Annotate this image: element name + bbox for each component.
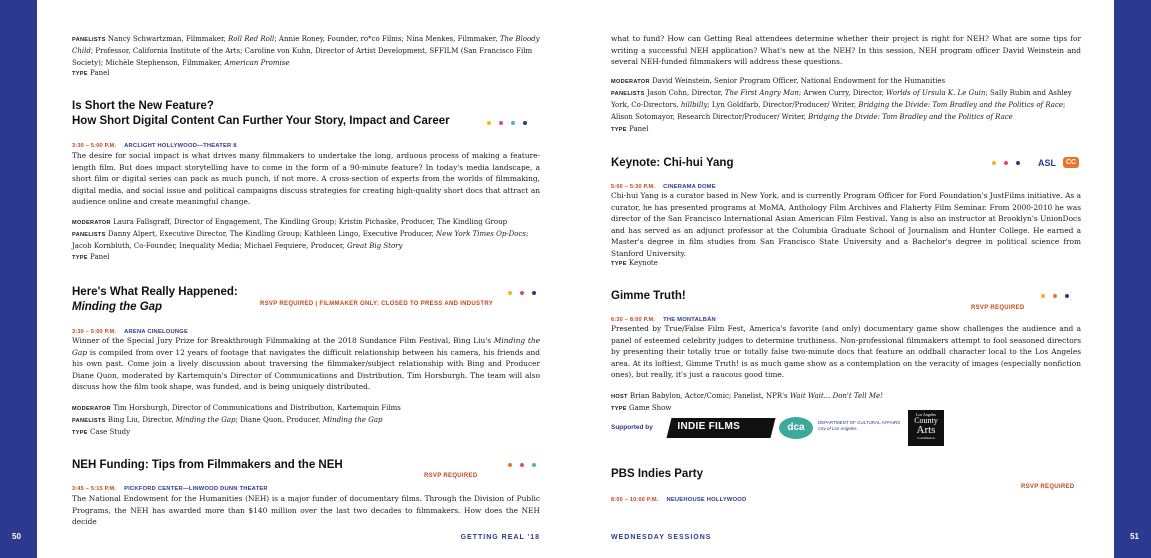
session0-panelists: PANELISTS Nancy Schwartzman, Filmmaker, Roll Red Roll; Annie Roney, Founder, ro*co Films; Nina Menkes, Filmmaker, The Bloody Child; Professor, California Institute of the Arts; Caroline von Kuhn, Director of Artist Development, SFFILM (San Francisco Film Society); Michèle Stephenson, Filmmaker, American Promise: [72, 35, 540, 67]
gimme-truth-title: Gimme Truth!: [611, 290, 686, 302]
dot-pink: [1004, 161, 1008, 165]
session3-rsvp: RSVP REQUIRED: [424, 473, 478, 479]
session2-time-venue: 3:30 – 5:00 P.M. ARENA CINELOUNGE: [72, 329, 189, 335]
dot-pink: [499, 121, 503, 125]
dot-yellow: [992, 161, 996, 165]
ae-indie-films-logo: [667, 418, 776, 438]
dot-orange: [1053, 294, 1057, 298]
session1-category-dots: [487, 121, 527, 125]
gimme-truth-category-dots: [1041, 294, 1069, 298]
session2-category-dots: [508, 291, 536, 295]
pbs-party-time-venue: 8:00 – 10:00 P.M. NEUEHOUSE HOLLYWOOD: [611, 497, 747, 503]
closed-caption-badge: CC: [1063, 157, 1079, 168]
session1-title: Is Short the New Feature? How Short Digital Content Can Further Your Story, Impact and Career: [72, 100, 450, 127]
session1-description: The desire for social impact is what drives many filmmakers to undertake the long, arduous process of making a feature-length film. But does impact storytelling have to come in the form of a 90-minute feature? In today's media landscape, a short film or digital series can pack as much punch, if not more. A cross-section of experts from the worlds of filmmaking, digital media, and social issue and political campaigns discuss strategies for creating high-quality short docs that attract an audience online and create meaningful change.: [72, 151, 540, 207]
dot-teal: [511, 121, 515, 125]
indie-films-logo-text: INDIE FILMS: [677, 421, 741, 432]
session2-description: Winner of the Special Jury Prize for Breakthrough Filmmaking at the 2018 Sundance Film Festival, Bing Liu's Minding the Gap is compiled from over 12 years of footage that navigates the difficult relationship between his camera, his friends and his own past. Come join a lively discussion about traversing the filmmaker/subject relationship with Bing and Producer Diane Quon, moderated by Kartemquin's Director of Communications and Distribution, Tim Horsburgh. The team will also discuss how the film took shape, was funded, and is being uniquely distributed.: [72, 336, 541, 392]
session2-rsvp: RSVP REQUIRED | FILMMAKER ONLY: CLOSED TO PRESS AND INDUSTRY: [260, 301, 494, 307]
dot-pink: [520, 291, 524, 295]
session2-type: TYPE Case Study: [72, 428, 131, 436]
panelists-label: PANELISTS: [72, 37, 106, 43]
dot-blue: [1016, 161, 1020, 165]
la-county-arts-logo: Los Angeles County Arts Commission: [908, 410, 944, 446]
session2-moderator: MODERATOR Tim Horsburgh, Director of Communications and Distribution, Kartemquin Films: [72, 404, 401, 412]
session0-type: TYPE Panel: [72, 69, 110, 77]
session1-panelists: PANELISTS Danny Alpert, Executive Director, The Kindling Group; Kathleen Lingo, Executive Producer, New York Times Op-Docs; Jacob Kornbluth, Co-Founder, Inequality Media; Michael Fequiere, Producer, Great Big Story: [72, 230, 529, 251]
session2-title: Here's What Really Happened: Minding the Gap: [72, 286, 238, 313]
dot-orange: [508, 463, 512, 467]
session1-type: TYPE Panel: [72, 253, 110, 261]
session3-title: NEH Funding: Tips from Filmmakers and the NEH: [72, 459, 343, 471]
gimme-truth-rsvp: RSVP REQUIRED: [971, 305, 1025, 311]
gimme-truth-time-venue: 6:30 – 8:00 P.M. THE MONTALBÁN: [611, 317, 716, 323]
page-number-left: 50: [12, 532, 21, 541]
pbs-party-rsvp: RSVP REQUIRED: [1021, 484, 1075, 490]
gimme-truth-description: Presented by True/False Film Fest, America's favorite (and only) documentary game show challenges the audience and a panel of esteemed celebrity judges to determine truthiness. Non-professional filmmakers attempt to fool seasoned directors by presenting their totally true or totally false two-minute docs that feature an oddball character local to the Los Angeles area. At its loftiest, Gimme Truth! is as much game show as a contemplation on the veracity of images (especially nonfiction ones), but really, it's just a raucous good time.: [611, 324, 1081, 380]
keynote-type: TYPE Keynote: [611, 259, 658, 267]
dot-blue: [532, 291, 536, 295]
dot-pink: [520, 463, 524, 467]
session-neh-panelists: PANELISTS Jason Cohn, Director, The First Angry Man; Arwen Curry, Director, Worlds of Ursula K. Le Guin; Sally Rubin and Ashley York, Co-Directors, hillbilly; Lyn Goldfarb, Director/Producer/ Writer, Bridging the Divide: Tom Bradley and the Politics of Race; Alison Sotomayor, Research Director/Producer/ Writer, Bridging the Divide: Tom Bradley and the Politics of Race: [611, 89, 1072, 121]
session3-category-dots: [508, 463, 536, 467]
dot-blue: [523, 121, 527, 125]
session3-description: The National Endowment for the Humanities (NEH) is a major funder of documentary films. Through the Division of Public Programs, the NEH has awarded more than $140 million over the last two decades to filmmakers. How does the NEH decide: [72, 494, 540, 527]
dot-blue: [1065, 294, 1069, 298]
dot-yellow: [487, 121, 491, 125]
supported-by-label: Supported by: [611, 424, 653, 431]
dot-teal: [532, 463, 536, 467]
session3-time-venue: 3:45 – 5:15 P.M. PICKFORD CENTER—LINWOOD DUNN THEATER: [72, 486, 268, 492]
session-neh-type: TYPE Panel: [611, 125, 649, 133]
session-neh-moderator: MODERATOR David Weinstein, Senior Program Officer, National Endowment for the Humanities: [611, 77, 946, 85]
gimme-truth-type: TYPE Game Show: [611, 404, 672, 412]
right-margin-bar: [1114, 0, 1151, 558]
session1-moderator: MODERATOR Laura Fallsgraff, Director of Engagement, The Kindling Group; Kristin Pichaske, Producer, The Kindling Group: [72, 218, 508, 226]
page-number-right: 51: [1130, 532, 1139, 541]
pbs-party-title: PBS Indies Party: [611, 468, 704, 480]
keynote-title: Keynote: Chi-hui Yang: [611, 157, 734, 169]
keynote-time-venue: 5:00 – 5:30 P.M. CINERAMA DOME: [611, 184, 716, 190]
gimme-truth-host: HOST Brian Babylon, Actor/Comic; Panelist, NPR's Wait Wait... Don't Tell Me!: [611, 392, 883, 400]
session-neh-description-cont: what to fund? How can Getting Real attendees determine whether their project is right for NEH? What are some tips for writing a successful NEH application? What's new at the NEH? In this session, NEH program officer David Weinstein and several NEH-funded filmmakers will address these questions.: [611, 34, 1081, 67]
session2-panelists: PANELISTS Bing Liu, Director, Minding the Gap; Diane Quon, Producer, Minding the Gap: [72, 416, 383, 424]
dot-yellow: [508, 291, 512, 295]
dot-yellow: [1041, 294, 1045, 298]
session1-time-venue: 3:30 – 5:00 P.M. ARCLIGHT HOLLYWOOD—THEATER 8: [72, 143, 237, 149]
asl-badge: ASL: [1038, 158, 1056, 168]
left-margin-bar: [0, 0, 37, 558]
dca-logo: dca: [779, 417, 813, 439]
dca-logo-text: DEPARTMENT OF CULTURAL AFFAIRS City of Los Angeles: [818, 420, 901, 431]
keynote-description: Chi-hui Yang is a curator based in New York, and is currently Program Officer for Ford Foundation's JustFilms initiative. As a curator, he has presented programs at MoMA, Anthology Film Archives and Flaherty Film Seminar. From 2000-2010 he was director of the San Francisco International Asian American Film Festival. Yang is also an instructor at Brooklyn's UnionDocs and has served as an adjunct professor at the Columbia Graduate School of Journalism and Hunter College. He earned a Master's degree in film studies from San Francisco State University and a Bachelor's degree in political science from Stanford University.: [611, 191, 1081, 258]
keynote-category-dots: [992, 161, 1020, 165]
